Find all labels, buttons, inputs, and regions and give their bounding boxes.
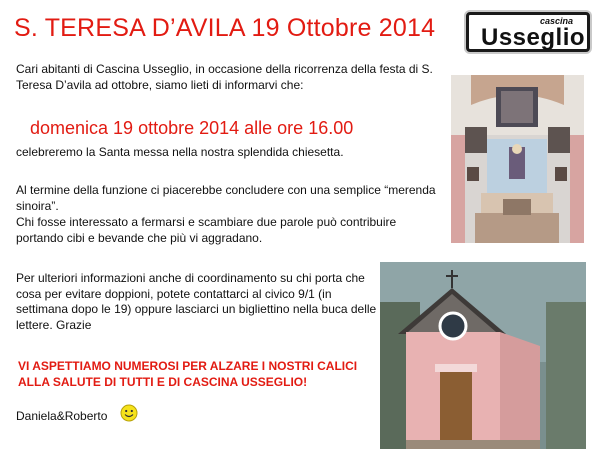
contribution-paragraph: Chi fosse interessato a fermarsi e scambiare due parole può contribuire portando cibi e bevande che più vi aggradano.	[16, 215, 397, 245]
chapel-exterior-photo	[380, 262, 586, 449]
sign-big-text: Usseglio	[481, 24, 586, 51]
merenda-paragraph: Al termine della funzione ci piacerebbe concludere con una semplice “merenda sinoira”.	[16, 183, 436, 213]
cascina-usseglio-sign	[466, 12, 590, 52]
event-date-line: domenica 19 ottobre 2014 alle ore 16.00	[30, 118, 354, 138]
intro-paragraph: Cari abitanti di Cascina Usseglio, in occasione della ricorrenza della festa di S. Teresa D’avila ad ottobre, siamo lieti di informarvi che:	[16, 62, 433, 92]
mass-paragraph: celebreremo la Santa messa nella nostra splendida chiesetta.	[16, 145, 344, 159]
page-title: S. TERESA D’AVILA 19 Ottobre 2014	[14, 14, 436, 42]
smiley-icon	[120, 404, 138, 422]
signature: Daniela&Roberto	[16, 409, 108, 423]
chapel-interior-photo	[451, 75, 584, 243]
invite-paragraph: VI ASPETTIAMO NUMEROSI PER ALZARE I NOSTRI CALICI ALLA SALUTE DI TUTTI E DI CASCINA USSEGLIO!	[18, 359, 358, 389]
sign-small-text: cascina	[539, 16, 573, 26]
info-paragraph: Per ulteriori informazioni anche di coordinamento su chi porta che cosa per evitare doppioni, potete contattarci al civico 9/1 (in settimana dopo le 19) oppure lasciarci un bigliettino nella buca delle lettere. Grazie	[16, 271, 377, 332]
